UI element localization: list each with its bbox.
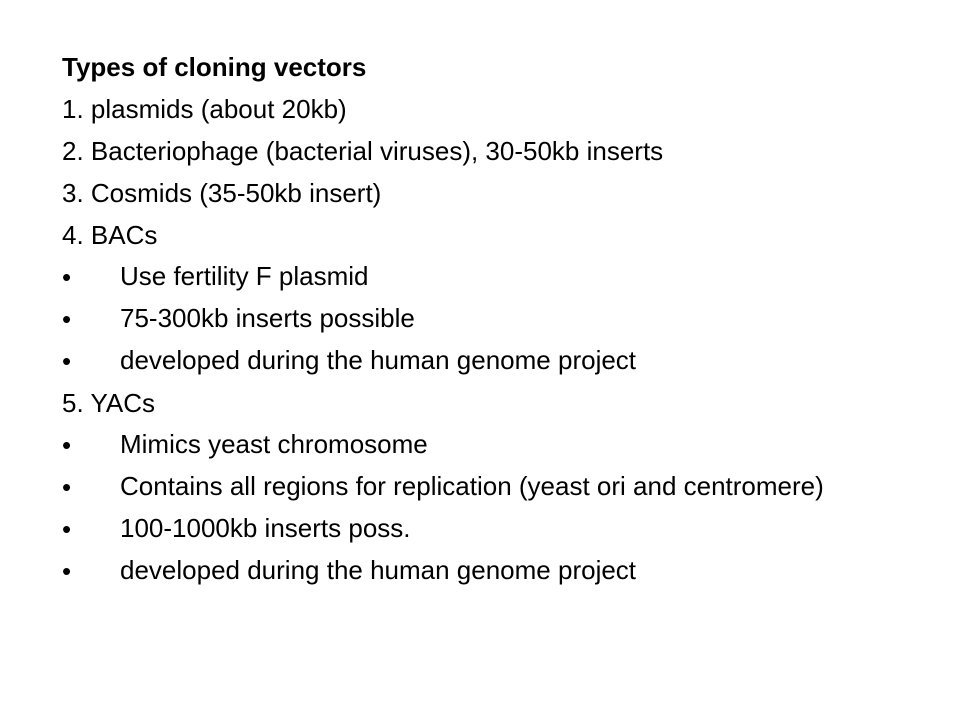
bullet-icon: • (62, 472, 72, 502)
slide-content (62, 52, 922, 598)
bullet-icon: • (62, 262, 72, 292)
bullet-icon: • (62, 304, 72, 334)
bullet-text: Contains all regions for replication (yeast ori and centromere) (120, 471, 824, 501)
bullet-item (62, 262, 922, 292)
bullet-text: developed during the human genome project (120, 555, 637, 585)
list-item-bacs: 4. BACs (62, 220, 158, 250)
bullet-icon: • (62, 556, 72, 586)
bullet-icon: • (62, 346, 72, 376)
bullet-text: developed during the human genome project (120, 345, 637, 375)
slide-title: Types of cloning vectors (62, 52, 367, 82)
bullet-icon: • (62, 430, 72, 460)
list-item-plasmids: 1. plasmids (about 20kb) (62, 94, 347, 124)
bullet-item (62, 556, 922, 586)
bullet-item (62, 472, 922, 502)
list-item-yacs: 5. YACs (62, 388, 155, 418)
bullet-text: 100-1000kb inserts poss. (120, 513, 411, 543)
list-item-cosmids: 3. Cosmids (35-50kb insert) (62, 178, 382, 208)
bullet-item (62, 514, 922, 544)
list-item-bacteriophage: 2. Bacteriophage (bacterial viruses), 30-50kb inserts (62, 136, 664, 166)
bullet-icon: • (62, 514, 72, 544)
bullet-item (62, 430, 922, 460)
bullet-item (62, 304, 922, 334)
bullet-text: Use fertility F plasmid (120, 261, 369, 291)
bullet-item (62, 346, 922, 376)
bullet-text: Mimics yeast chromosome (120, 429, 428, 459)
bullet-text: 75-300kb inserts possible (120, 303, 415, 333)
